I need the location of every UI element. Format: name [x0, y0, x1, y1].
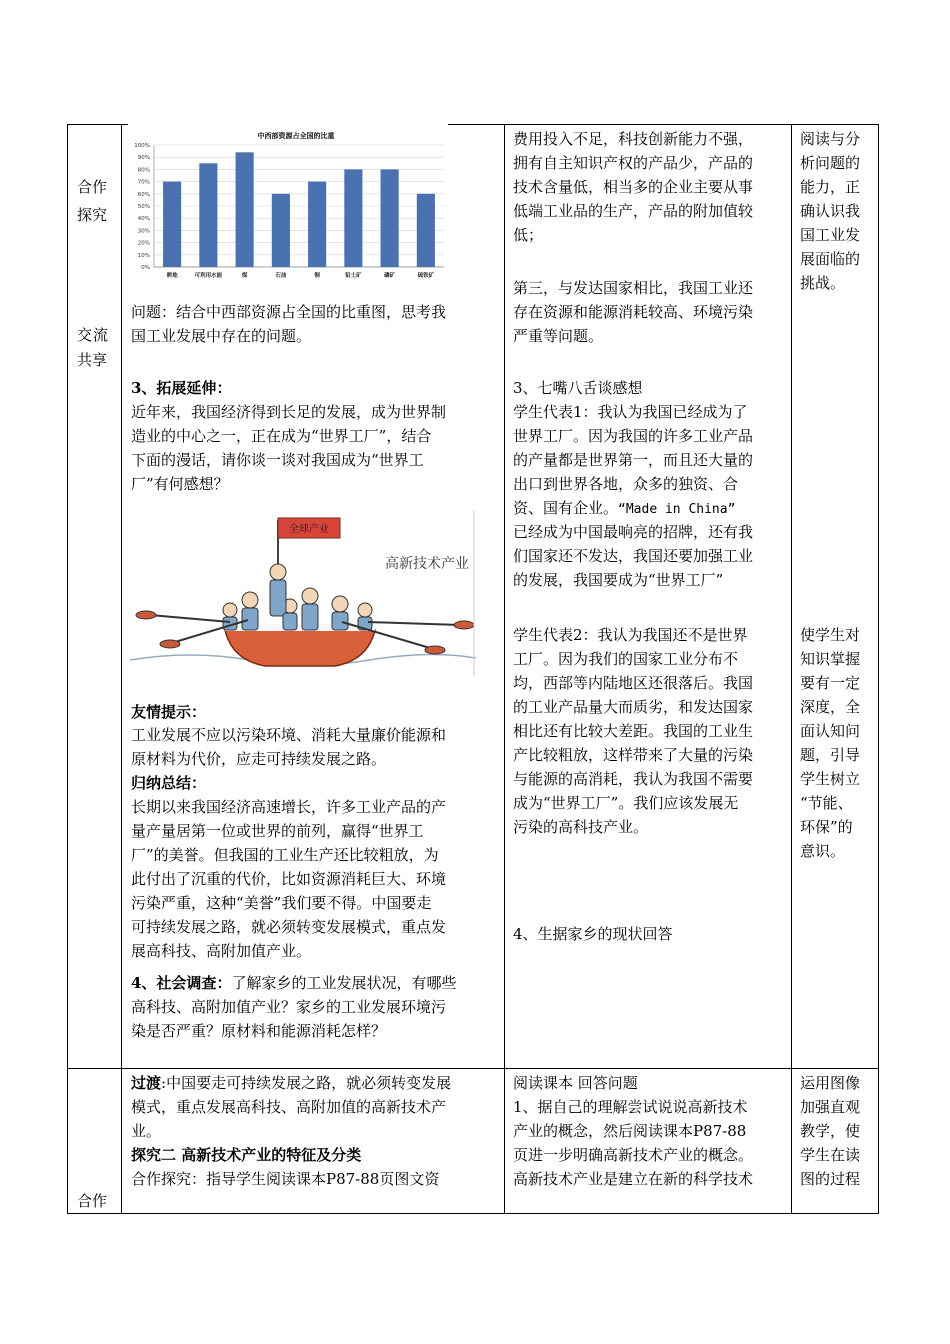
c4-p1-line-3: 能力，正 [800, 178, 861, 196]
x-tick-label: 铅土矿 [345, 273, 362, 279]
r2-c4-line-2: 加强直观 [800, 1098, 861, 1116]
c4-p1-line-1: 阅读与分 [800, 130, 861, 148]
table-border-mid [67, 1068, 879, 1069]
tip-heading: 友情提示： [131, 703, 207, 721]
bar-5 [308, 182, 326, 267]
y-tick-label: 10% [137, 252, 150, 259]
c3-p3-line-3: 世界工厂。因为我国的许多工业产品 [513, 427, 754, 445]
summary-heading: 归纳总结： [131, 774, 207, 792]
c3-p5: 4、生据家乡的现状回答 [513, 925, 673, 943]
y-tick-label: 0% [141, 265, 150, 271]
c4-p2-line-3: 要有一定 [800, 674, 861, 692]
c3-p3-line-4: 的产量都是世界第一，而且还大量的 [513, 451, 754, 469]
r2-c3-line-1: 阅读课本 回答问题 [513, 1074, 638, 1092]
section3-line-3: 下面的漫话，请你谈一谈对我国成为“世界工 [131, 451, 424, 469]
c3-p3b-line-3: 的发展，我国要成为“世界工厂” [513, 571, 724, 589]
c3-p4-line-4: 的工业产品量大而质劣，和发达国家 [513, 698, 754, 716]
c3-p4-line-8: 成为“世界工厂”。我们应该发展无 [513, 794, 739, 812]
r2-c3-line-5: 高新技术产业是建立在新的科学技术 [513, 1170, 754, 1188]
y-tick-label: 60% [137, 191, 150, 198]
table-divider-3 [791, 124, 792, 1214]
row1-label-a: 合作 [77, 178, 108, 196]
c3-p3-line-1: 3、七嘴八舌谈感想 [513, 379, 643, 397]
c3-p1-line-4: 低端工业品的生产，产品的附加值较 [513, 202, 754, 220]
transition-line-3: 业。 [131, 1122, 162, 1140]
question-line-2: 国工业发展中存在的问题。 [131, 327, 312, 345]
summary-line-7: 展高科技、高附加值产业。 [131, 942, 312, 960]
c3-p3-line-2: 学生代表1：我认为我国已经成为了 [513, 403, 748, 421]
made-in-china: “Made in China” [618, 502, 736, 517]
c3-p4-line-5: 相比还有比较大差距。我国的工业生 [513, 722, 754, 740]
row1-label-d: 共享 [77, 351, 108, 369]
y-tick-label: 90% [137, 155, 150, 162]
c3-p1-line-5: 低； [513, 226, 544, 244]
c3-p1-line-3: 技术含量低，相当多的企业主要从事 [513, 178, 754, 196]
question-line-1: 问题：结合中西部资源占全国的比重图，思考我 [131, 303, 447, 321]
tip-line-2: 原材料为代价，应走可持续发展之路。 [131, 750, 387, 768]
bar-4 [272, 194, 290, 267]
y-tick-label: 70% [137, 179, 150, 186]
table-divider-2 [504, 124, 505, 1214]
y-tick-label: 50% [137, 204, 150, 210]
section3-heading: 3、拓展延伸： [131, 379, 232, 397]
resource-share-bar-chart [128, 124, 448, 284]
c4-p1-line-4: 确认识我 [800, 202, 861, 220]
bar-8 [417, 194, 435, 267]
c3-p2-line-2: 存在资源和能源消耗较高、环境污染 [513, 303, 754, 321]
c4-p1-line-7: 挑战。 [800, 274, 846, 292]
y-tick-label: 40% [137, 216, 150, 223]
r2-c3-line-2: 1、据自己的理解尝试说说高新技术 [513, 1098, 748, 1116]
r2-c3-line-3: 产业的概念，然后阅读课本P87-88 [513, 1122, 747, 1140]
y-tick-label: 80% [137, 167, 150, 174]
table-divider-1 [121, 124, 122, 1214]
c4-p2-line-6: 题，引导 [800, 746, 861, 764]
r2-c3-line-4: 页进一步明确高新技术产业的概念。 [513, 1146, 754, 1164]
r2-c4-line-5: 图的过程 [800, 1170, 861, 1188]
bar-1 [163, 182, 181, 267]
c3-p3b-line-1: 已经成为中国最响亮的招牌，还有我 [513, 523, 754, 541]
section4-first: 了解家乡的工业发展状况，有哪些 [231, 974, 457, 992]
summary-line-5: 污染严重，这种“美誉”我们要不得。中国要走 [131, 894, 432, 912]
c3-p3-line-6 [513, 497, 735, 522]
c3-p2-line-1: 第三，与发达国家相比，我国工业还 [513, 279, 754, 297]
c4-p1-line-2: 析问题的 [800, 154, 861, 172]
y-tick-label: 100% [134, 143, 150, 149]
summary-line-2: 量产量居第一位或世界的前列，赢得“世界工 [131, 822, 424, 840]
c3-p2-line-3: 严重等问题。 [513, 327, 604, 345]
summary-line-3: 厂”的美誉。但我国的工业生产还比较粗放，为 [131, 846, 439, 864]
bar-3 [236, 152, 254, 267]
c3-p1-line-1: 费用投入不足，科技创新能力不强， [513, 130, 754, 148]
bar-7 [381, 169, 399, 267]
x-tick-label: 煤 [241, 273, 248, 279]
c4-p2-line-1: 使学生对 [800, 626, 861, 644]
boat-cartoon-illustration [130, 510, 476, 676]
summary-line-4: 此付出了沉重的代价，比如资源消耗巨大、环境 [131, 870, 447, 888]
c3-p3b-line-2: 们国家还不发达，我国还要加强工业 [513, 547, 754, 565]
x-tick-label: 磷矿 [384, 273, 396, 279]
transition-first: :中国要走可持续发展之路，就必须转变发展 [161, 1074, 452, 1092]
c3-p4-line-2: 工厂。因为我们的国家工业分布不 [513, 650, 739, 668]
c3-p4-line-1: 学生代表2：我认为我国还不是世界 [513, 626, 748, 644]
section3-line-2: 造业的中心之一，正在成为“世界工厂”，结合 [131, 427, 432, 445]
cartoon-label: 高新技术产业 [385, 556, 469, 572]
x-tick-label: 铜 [314, 273, 320, 279]
cooperative-explore-line: 合作探究：指导学生阅读课本P87-88页图文资 [131, 1170, 440, 1188]
c3-p4-line-9: 污染的高科技产业。 [513, 818, 649, 836]
table-border-left [67, 124, 68, 1214]
cartoon-flag-text: 全球产业 [289, 524, 329, 535]
x-tick-label: 石油 [275, 273, 287, 279]
c4-p2-line-2: 知识掌握 [800, 650, 861, 668]
c4-p2-line-10: 意识。 [800, 842, 846, 860]
c3-p4-line-6: 产比较粗放，这样带来了大量的污染 [513, 746, 754, 764]
x-tick-label: 可利用水能 [194, 273, 223, 279]
c4-p1-line-6: 展面临的 [800, 250, 861, 268]
transition-line-1 [131, 1072, 451, 1096]
x-tick-label: 硫铁矿 [417, 273, 435, 279]
bar-6 [344, 169, 362, 267]
chart-title: 中西部资源占全国的比重 [257, 132, 335, 140]
section3-line-4: 厂”有何感想？ [131, 475, 229, 493]
summary-line-6: 可持续发展之路，就必须转变发展模式，重点发 [131, 918, 447, 936]
section4-line-3: 染是否严重？原材料和能源消耗怎样？ [131, 1022, 387, 1040]
c4-p2-line-4: 深度，全 [800, 698, 861, 716]
c3-p4-line-7: 与能源的高消耗，我认为我国不需要 [513, 770, 754, 788]
r2-c4-line-3: 教学，使 [800, 1122, 861, 1140]
section4-heading: 4、社会调查： [131, 974, 232, 992]
transition-line-2: 模式，重点发展高科技、高附加值的高新技术产 [131, 1098, 447, 1116]
row1-label-b: 探究 [77, 206, 108, 224]
section4-line-2: 高科技、高附加值产业？家乡的工业发展环境污 [131, 998, 447, 1016]
x-tick-label: 耕地 [166, 273, 178, 279]
section3-line-1: 近年来，我国经济得到长足的发展，成为世界制 [131, 403, 447, 421]
c3-p1-line-2: 拥有自主知识产权的产品少，产品的 [513, 154, 754, 172]
r2-c4-line-1: 运用图像 [800, 1074, 861, 1092]
c4-p2-line-9: 环保”的 [800, 818, 853, 836]
c3-p4-line-3: 均，西部等内陆地区还很落后。我国 [513, 674, 754, 692]
explore-two-heading: 探究二 高新技术产业的特征及分类 [131, 1146, 362, 1164]
c4-p2-line-5: 面认知问 [800, 722, 861, 740]
section4-line-1 [131, 972, 456, 996]
table-border-right [878, 124, 879, 1214]
r2-c4-line-4: 学生在读 [800, 1146, 861, 1164]
bar-2 [199, 163, 217, 267]
c4-p2-line-7: 学生树立 [800, 770, 861, 788]
tip-line-1: 工业发展不应以污染环境、消耗大量廉价能源和 [131, 726, 447, 744]
c3-p3-line-6-text: 资、国有企业。 [513, 499, 619, 517]
y-tick-label: 20% [137, 240, 150, 247]
table-border-bottom [67, 1213, 879, 1214]
transition-heading: 过渡 [131, 1074, 162, 1092]
c4-p1-line-5: 国工业发 [800, 226, 861, 244]
row1-label-c: 交流 [77, 326, 110, 344]
c4-p2-line-8: “节能、 [800, 794, 853, 812]
summary-line-1: 长期以来我国经济高速增长，许多工业产品的产 [131, 798, 447, 816]
y-tick-label: 30% [137, 228, 150, 235]
row2-label: 合作 [77, 1192, 108, 1210]
c3-p3-line-5: 出口到世界各地，众多的独资、合 [513, 475, 739, 493]
